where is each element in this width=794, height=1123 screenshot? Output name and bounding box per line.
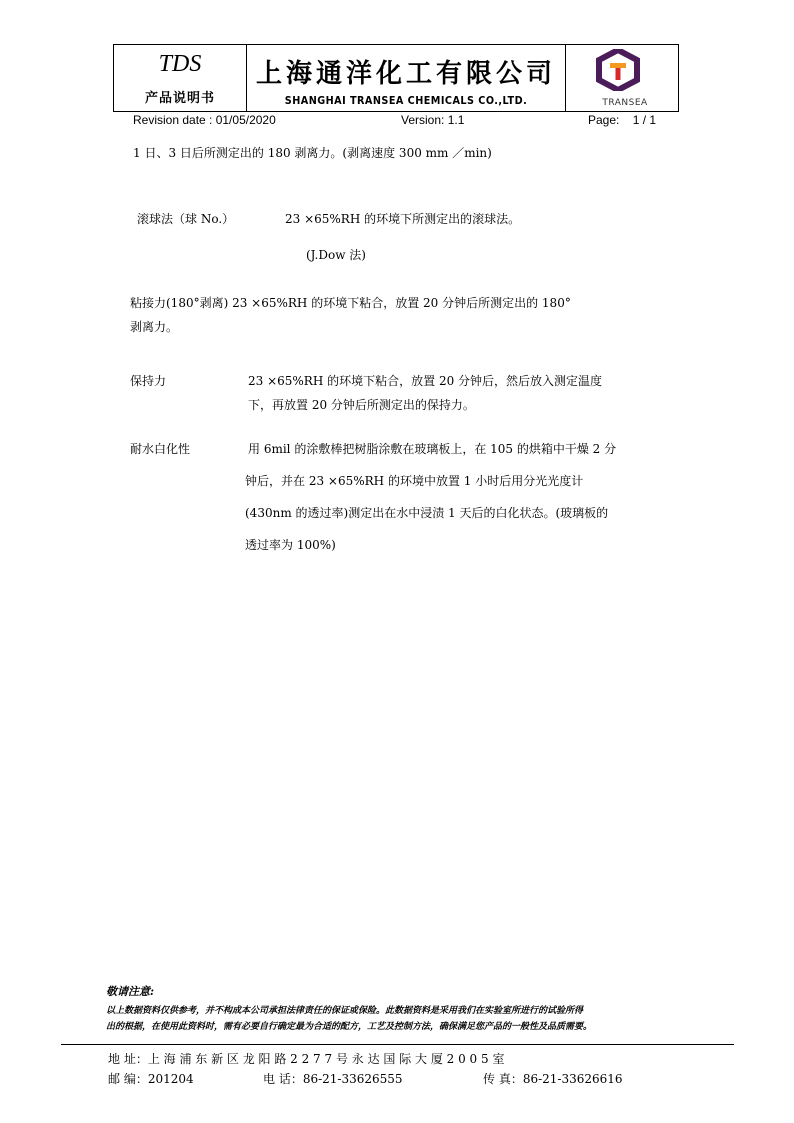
adhesion-text-2: 剥离力。 [130, 320, 179, 334]
ball-tack-text: 23 ×65%RH 的环境下所测定出的滚球法。 [285, 212, 521, 226]
adhesion-text: 粘接力(180°剥离) 23 ×65%RH 的环境下粘合，放置 20 分钟后所测定出的 180° [130, 296, 571, 310]
ball-tack-method: (J.Dow 法) [306, 248, 366, 262]
holding-label: 保持力 [130, 374, 167, 388]
note-title: 敬请注意: [106, 985, 155, 998]
postcode: 邮 编：201204 [108, 1072, 194, 1086]
header-divider [565, 45, 566, 111]
phone: 电 话：86-21-33626555 [263, 1072, 403, 1086]
tds-title: TDS [158, 51, 202, 77]
water-whitening-text-4: 透过率为 100%) [245, 538, 336, 552]
transea-logo-icon [596, 49, 640, 91]
revision-date: Revision date : 01/05/2020 [133, 113, 276, 127]
company-address: 地 址：上 海 浦 东 新 区 龙 阳 路 2 2 7 7 号 永 达 国 际 大 厦 2 0 0 5 室 [108, 1052, 505, 1066]
footer-divider [61, 1044, 734, 1045]
water-whitening-label: 耐水白化性 [130, 442, 191, 456]
holding-text: 23 ×65%RH 的环境下粘合，放置 20 分钟后，然后放入测定温度 [248, 374, 603, 388]
company-name-cn: 上海通洋化工有限公司 [255, 59, 556, 89]
fax: 传 真：86-21-33626616 [483, 1072, 623, 1086]
logo-text: TRANSEA [602, 98, 648, 108]
tds-subtitle: 产品说明书 [144, 91, 215, 106]
disclaimer-line: 以上数据资料仅供参考，并不构成本公司承担法律责任的保证或保险。此数据资料是采用我们在实验室所进行的试验所得 [106, 1006, 584, 1016]
company-name-en: SHANGHAI TRANSEA CHEMICALS CO.,LTD. [284, 95, 528, 107]
page-number: Page: 1 / 1 [588, 113, 657, 127]
water-whitening-text-2: 钟后，并在 23 ×65%RH 的环境中放置 1 小时后用分光光度计 [245, 474, 584, 488]
water-whitening-text: 用 6mil 的涂敷棒把树脂涂敷在玻璃板上，在 105 的烘箱中干燥 2 分 [248, 442, 617, 456]
disclaimer-line: 出的根据，在使用此资料时，需有必要自行确定最为合适的配方，工艺及控制方法，确保满足您产品的一般性及品质需要。 [106, 1022, 593, 1032]
holding-text-2: 下，再放置 20 分钟后所测定出的保持力。 [248, 398, 475, 412]
version: Version: 1.1 [401, 113, 465, 127]
ball-tack-label: 滚球法（球 No.） [137, 212, 235, 226]
water-whitening-text-3: (430nm 的透过率)测定出在水中浸渍 1 天后的白化状态。(玻璃板的 [245, 506, 609, 520]
peel-line: 1 日、3 日后所测定出的 180 剥离力。(剥离速度 300 mm ／min) [133, 146, 492, 160]
header-box [113, 44, 679, 112]
